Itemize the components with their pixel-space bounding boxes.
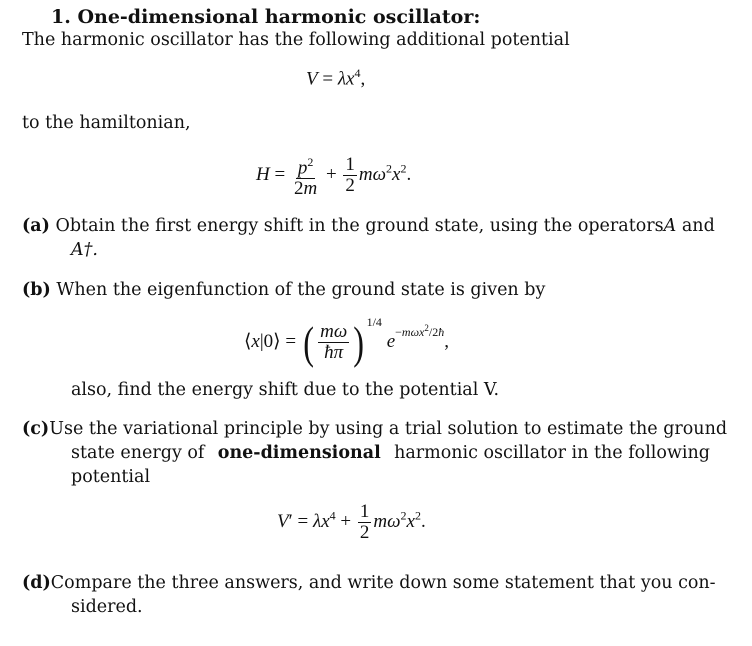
part-b-line2: also, find the energy shift due to the potential V. [71,380,500,400]
part-b-label: (b) [22,280,51,300]
part-c-line3: potential [71,467,151,487]
part-a-text: Obtain the first energy shift in the ground state, using the operators [55,216,664,236]
part-c-text: Use the variational principle by using a trial solution to estimate the ground [49,419,728,439]
part-d-line1 [22,573,716,593]
operator-a: A [663,216,677,236]
part-c-line1 [22,419,728,439]
part-d-text: Compare the three answers, and write down some statement that you con- [50,573,716,593]
part-c-line2-post: harmonic oscillator in the following [394,443,710,463]
part-c-line2-bold: one-dimensional [217,443,381,463]
part-c-line2 [71,443,710,463]
intro-text: The harmonic oscillator has the following additional potential [22,30,570,50]
operator-a-dagger: A†. [71,240,98,260]
part-d-line2: sidered. [71,597,143,617]
potential-equation: $V = \lambda x^4$, [306,66,366,90]
part-a-and: and [681,216,715,236]
hamiltonian-equation: H = $\frac{p^2}{2m}$ + $\frac{1}{2}$ $m\omega^2x^2$. [256,152,411,199]
part-c-label: (c) [22,419,50,439]
problem-title: 1. One-dimensional harmonic oscillator: [51,6,481,28]
modified-potential-equation: $V' = \lambda x^4$ + $\frac{1}{2}$ $m\omega^2x^2$. [277,501,426,543]
part-b-line1 [22,280,545,300]
hamiltonian-intro: to the hamiltonian, [22,113,191,133]
part-d-label: (d) [22,573,51,593]
part-b-text: When the eigenfunction of the ground state is given by [56,280,546,300]
ground-state-eigenfunction: ⟨x|0⟩ = ( $\frac{m\omega}{ħ\pi}$ ) $^{1/4}$ $e^{-m\omega x^2/2ħ}$, [244,314,449,368]
part-a-label: (a) [22,216,50,236]
part-a-line1 [22,216,715,236]
part-c-line2-pre: state energy of [71,443,205,463]
